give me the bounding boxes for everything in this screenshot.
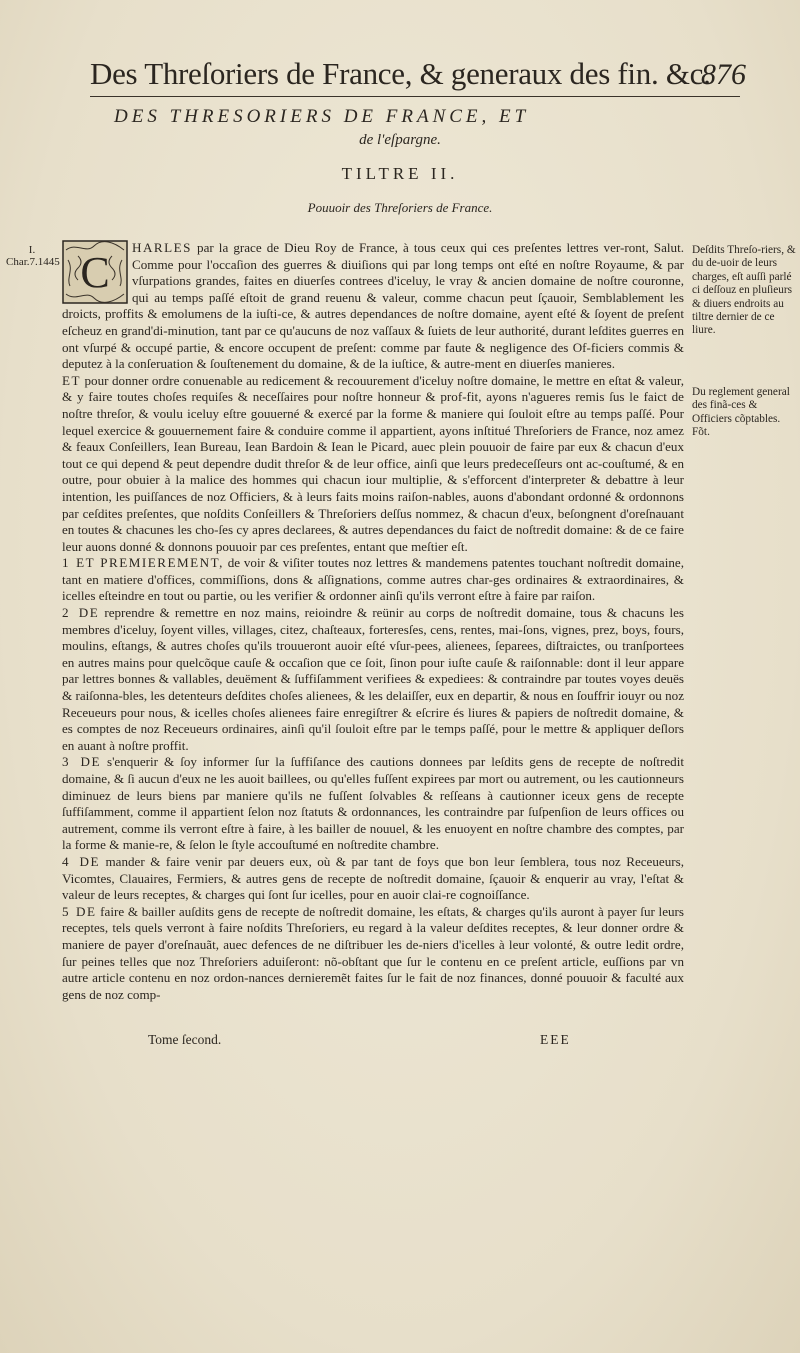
article-number: 1 — [62, 555, 69, 571]
left-margin-note — [6, 244, 58, 268]
title-number: TILTRE II. — [341, 164, 459, 183]
article-number: 4 — [62, 853, 69, 869]
header-rule — [90, 96, 740, 97]
ordinance-lead: ET — [62, 372, 81, 388]
article-number: 5 — [62, 903, 69, 919]
article-1 — [62, 555, 684, 605]
article-lead: DE — [75, 903, 97, 919]
preamble-text: par la grace de Dieu Roy de France, à tous ceux qui ces preſentes lettres ver-ront, Salut. Comme pour l'occaſion des guerres & diuiſions qui par long temps ont eſté en noſtre Royaume, & par vſurpations grandes, faites en diuerſes contrees d'iceluy, le vray & ancien domaine de noſtre couronne, qui au temps paſſé eſtoit de grand reuenu & valeur, comme chacun peut ſçauoir, Semblablement les droicts, proffits & emolumens de la iuſti-ce, & autres dependances de noſtre domaine, ayent eſté & ſoyent de preſent eſcheuz en grand'di-minution, tant par ce qu'aucuns de noz vaſſaux & ſuiets de leur authorité, durant leſdites guerres en ont vſurpé & occupé partie, & encore occupent de preſent: comme par faute & negligence des Of-ficiers commis & deputez à la conſeruation & ſouſtenement du domaine, & de la iuſtice, & autre-ment en diuerſes manieres. — [62, 240, 684, 372]
initial-spacer — [62, 240, 132, 304]
left-margin-citation: Char.7.1445 — [6, 256, 60, 268]
title-caption: Pouuoir des Threſoriers de France. — [307, 200, 493, 215]
article-lead: DE — [79, 853, 100, 869]
article-3 — [62, 754, 684, 854]
article-lead: DE — [78, 605, 100, 621]
page-number: 876 — [701, 58, 746, 91]
right-margin-note-2: Du reglement general des finã-ces & Officiers cõptables. Fõt. — [692, 386, 790, 439]
article-text: de voir & viſiter toutes noz lettres & mandemens patentes touchant noſtredit domaine, tant en matiere d'offices, commiſſions, dons & aſſignations, comme autres char-ges ordinaires & extraordinaires, & icelles eſteindre en tout ou partie, ou les verifier & ordonner ainſi qu'ils verront eſtre à faire par raiſon. — [62, 555, 684, 604]
right-margin-note-1: Deſdits Threſo-riers, & du de-uoir de leurs charges, eſt auſſi parlé ci deſſouz en pluſieurs & diuers endroits au tiltre dernier de ce liure. — [692, 244, 796, 337]
running-header — [86, 52, 746, 98]
article-5 — [62, 904, 684, 1004]
left-margin-number: I. — [28, 244, 36, 256]
signature-mark: EEE — [540, 1032, 571, 1047]
page-footer — [62, 1032, 684, 1052]
svg-text:C: C — [80, 248, 110, 297]
preamble-paragraph — [62, 240, 684, 373]
article-2 — [62, 605, 684, 754]
article-text: mander & faire venir par deuers eux, où & par tant de foys que bon leur ſemblera, tous noz Receueurs, Vicomtes, Clauaires, Fermiers, & autres gens de recepte de noſtredit domaine, ſçauoir & enquerir au vray, l'eſtat & valeur de leurs receptes, & charges qui ſont ſur icelles, pour en auoir clai-re cognoiſſance. — [62, 853, 685, 903]
article-text: reprendre & remettre en noz mains, reioindre & reünir au corps de noſtredit domaine, tous & chacuns les membres d'iceluy, ſoyent villes, villages, citez, chaſteaux, forteresſes, cens, rentes, mai-ſons, vignes, prez, boys, fours, moulins, eſtangs, & autres choſes qu'ils trouueront auoir eſté vſur-pees, alienees, ſeparees, diſtraictes, ou tranſportees en autres mains pour quelcõque cauſe & occaſion que ce ſoit, ſinon pour iuſte cauſe & raiſonnable: dont il leur appare par lettres bonnes & vallables, deuëment & ſuffiſamment verifiees & expediees: & contraindre par toutes voyes deuës & raiſonna-bles, les detenteurs deſdites choſes alienees, & les delaiſſer, eux en departir, & nous en ſouffrir iouyr ou noz Receueurs pour nous, & icelles choſes alienees faire enregiſtrer & eſcrire és liures & papiers de noſtredit domaine, & es comptes de noz Receueurs ordinaires, ainſi qu'il ſouloit eſtre par le temps paſſé, pour le mettre & appliquer deſlors en auant à noſtre proffit. — [62, 605, 684, 753]
article-lead: DE — [80, 754, 101, 770]
catchword: Tome ſecond. — [148, 1032, 222, 1047]
article-number: 2 — [62, 605, 69, 621]
article-number: 3 — [62, 754, 69, 770]
running-title: Des Threſoriers de France, & generaux des fin. &c. — [90, 56, 711, 91]
document-body — [62, 240, 684, 1003]
article-4 — [62, 854, 684, 904]
article-text: faire & bailler auſdits gens de recepte de noſtredit domaine, les eſtats, & charges qu'ils auront à payer ſur leurs receptes, tels quels verront à faire noſdits Threſoriers, eu regard à la valeur deſdites receptes, & leur donner ordre & maniere de payer d'oreſnauãt, auec defences de ne diſtribuer les de-niers d'icelles à leur volonté, & outre ledit ordre, ſur peines telles que noz Threſoriers aduiſeront: nõ-obſtant que ſur le contenu en ce preſent article, euſſions par vn autre article contenu en noz ordon-nances dernieremẽt faites ſur le fait de noz finances, donné pouuoir & faculté aux gens de noz comp- — [62, 903, 685, 1002]
section-heading: DES THRESORIERS DE FRANCE, ET — [114, 106, 530, 127]
article-text: s'enquerir & ſoy informer ſur la ſuffiſance des cautions donnees par leſdits gens de recepte de noſtredit domaine, & ſi aucun d'eux ne les auoit baillees, ou qu'elles fuſſent expirees par mort ou autrement, ou les cautionneurs diminuez de leurs biens par maniere qu'ils ne fuſſent ſolvables & reſſeans à cautionner iceux gens de recepte ſuffiſamment, comme il appartient ſelon noz ſtatuts & ordonnances, les contraindre par ſuſpenſion de leurs offices ou autrement, comme ils verront eſtre à faire, à les bailler de nouuel, & les enuoyent en noſtre chambre des comptes, par la forme & manie-re, & ſelon le ſtyle accouſtumé en noſtredite chambre. — [62, 754, 684, 853]
ordinance-text: pour donner ordre conuenable au redicement & recouurement d'iceluy noſtre domaine, le mettre en eſtat & valeur, & y faire toutes choſes requiſes & neceſſaires pour noſtre honneur & prof-fit, ayons n'agueres remis ſus le faict de noſtre threſor, & voulu iceluy eſtre gouuerné & exercé par la forme & maniere qui ſouloit eſtre au temps paſſé. Pour lequel exercice & gouuernement faire & conduire comme il appartient, ayons inſtitué Threſoriers de France, noz amez & feaux Conſeillers, Iean Bureau, Iean Bardoin & Iean le Picard, auec plein pouuoir de faire par eux & chacun d'eux tout ce qui depend & peut dependre dudit threſor & de leur office, ainſi que leurs predeceſſeurs ont ac-couſtumé, & en outre, pour obuier à la malice des hommes qui chacun iour multiplie, & s'efforcent d'interpreter & debattre à leur intention, les puiſſances de noz Officiers, & à leurs faits moins raiſon-nables, auons d'abondant ordonné & ordonnons par ceſdites preſentes, que noſdits Conſeillers & Threſoriers deſſus nommez, & chacun d'eux, beſongnent d'oreſnauant en toutes & chacunes les cho-ſes cy apres declarees, & autres dependances du faict de noſtredit domaine: & de ce faire leur auons donné & donnons pouuoir par ces preſentes, entant que meſtier eſt. — [62, 372, 684, 554]
opening-caps: HARLES — [132, 240, 192, 255]
ordinance-paragraph — [62, 373, 684, 556]
article-lead: ET PREMIEREMENT, — [76, 555, 224, 571]
section-subheading: de l'eſpargne. — [359, 132, 441, 148]
